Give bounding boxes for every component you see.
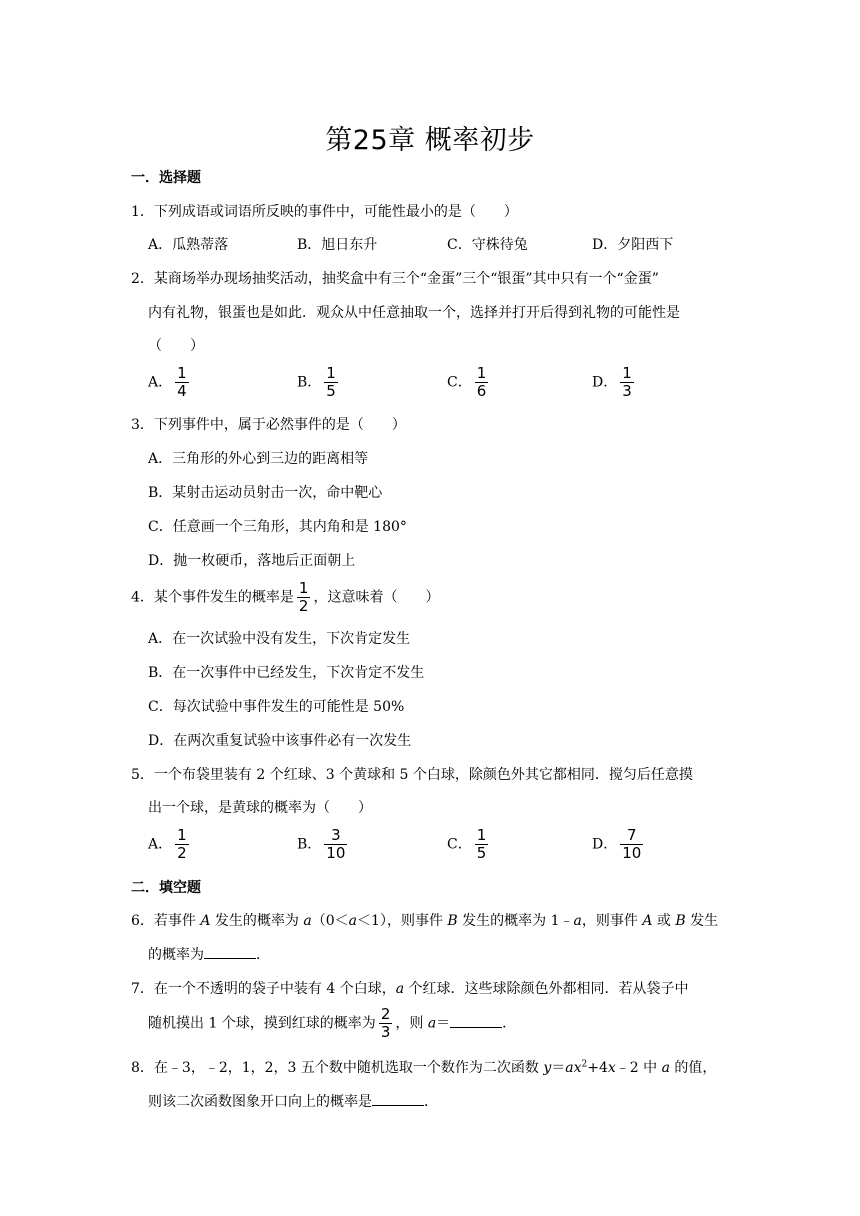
- page-title: 第25章 概率初步: [325, 125, 535, 156]
- fraction: $\frac{1}{2}$: [177, 826, 187, 862]
- question-5-stem-line1: 5．一个布袋里装有 2 个红球、3 个黄球和 5 个白球，除颜色外其它都相同．搅匀后任意摸: [131, 767, 693, 783]
- q5-option-d: [592, 827, 646, 862]
- q1-option-a: A．瓜熟蒂落: [148, 237, 229, 253]
- q2-option-d: [592, 365, 637, 400]
- fraction: $\frac{1}{4}$: [177, 364, 187, 400]
- question-4-stem: 4．某个事件发生的概率是 $\frac{1}{2}$ ，这意味着（ ）: [131, 579, 440, 615]
- q4-option-a: A．在一次试验中没有发生，下次肯定发生: [148, 631, 411, 647]
- question-2-stem-line3: （ ）: [148, 338, 204, 354]
- question-6-line1: 6．若事件 A 发生的概率为 a（0＜a＜1），则事件 B 发生的概率为 1﹣a，则事件 A 或 B 发生: [131, 913, 719, 929]
- option-label: A．: [148, 374, 173, 391]
- q3-option-d: D．抛一枚硬币，落地后正面朝上: [148, 553, 356, 569]
- question-8-line1: 8．在﹣3，﹣2，1，2，3 五个数中随机选取一个数作为二次函数 $y=ax^2+4x﹣2$ 中 a 的值，: [131, 1059, 717, 1076]
- q5-option-a: [148, 827, 192, 862]
- q2-option-c: [447, 365, 491, 400]
- q3-option-c: C．任意画一个三角形，其内角和是 180°: [148, 519, 407, 535]
- answer-blank: [204, 946, 256, 959]
- option-label: D．: [592, 836, 618, 853]
- q2-option-a: [148, 365, 192, 400]
- fraction: $\frac{1}{3}$: [622, 364, 632, 400]
- option-label: B．: [297, 374, 322, 391]
- fraction: $\frac{7}{10}$: [622, 826, 642, 862]
- q1-option-d: D．夕阳西下: [592, 237, 674, 253]
- option-label: C．: [447, 374, 472, 391]
- fraction: $\frac{1}{5}$: [476, 826, 487, 862]
- fraction: $\frac{1}{6}$: [476, 364, 487, 400]
- question-5-stem-line2: 出一个球，是黄球的概率为（ ）: [148, 800, 372, 816]
- q1-option-c: C．守株待兔: [447, 237, 528, 253]
- q2-option-b: [297, 365, 341, 400]
- question-8-line2: 则该二次函数图象开口向上的概率是 ．: [148, 1094, 438, 1110]
- answer-blank: [450, 1015, 502, 1028]
- option-label: A．: [148, 836, 173, 853]
- answer-blank: [372, 1093, 424, 1106]
- q4-option-d: D．在两次重复试验中该事件必有一次发生: [148, 733, 412, 749]
- question-6-line2: 的概率为 ．: [148, 947, 270, 963]
- fraction: $\frac{1}{5}$: [326, 364, 336, 400]
- fraction: $\frac{1}{2}$: [298, 579, 309, 615]
- fraction: $\frac{3}{10}$: [326, 826, 346, 862]
- q5-option-b: [297, 827, 350, 862]
- option-label: D．: [592, 374, 618, 391]
- question-3-stem: 3．下列事件中，属于必然事件的是（ ）: [131, 417, 406, 433]
- q3-option-b: B．某射击运动员射击一次，命中靶心: [148, 485, 383, 501]
- section-heading-fill: 二．填空题: [131, 880, 201, 896]
- option-label: C．: [447, 836, 472, 853]
- question-1-stem: 1．下列成语或词语所反映的事件中，可能性最小的是（ ）: [131, 204, 518, 220]
- q4-option-b: B．在一次事件中已经发生，下次肯定不发生: [148, 665, 425, 681]
- question-2-stem-line2: 内有礼物，银蛋也是如此．观众从中任意抽取一个，选择并打开后得到礼物的可能性是: [148, 305, 680, 321]
- fraction: $\frac{2}{3}$: [380, 1005, 391, 1041]
- question-7-line2: 随机摸出 1 个球，摸到红球的概率为 $\frac{2}{3}$ ，则 a＝ ．: [148, 1005, 517, 1041]
- q5-option-c: [447, 827, 491, 862]
- option-label: B．: [297, 836, 322, 853]
- q1-option-b: B．旭日东升: [297, 237, 378, 253]
- question-2-stem-line1: 2．某商场举办现场抽奖活动，抽奖盒中有三个“金蛋”三个“银蛋”其中只有一个“金蛋”: [131, 271, 659, 287]
- q4-option-c: C．每次试验中事件发生的可能性是 50%: [148, 699, 405, 715]
- q3-option-a: A．三角形的外心到三边的距离相等: [148, 451, 369, 467]
- section-heading-choice: 一．选择题: [131, 170, 201, 186]
- question-7-line1: 7．在一个不透明的袋子中装有 4 个白球，a 个红球．这些球除颜色外都相同．若从袋子中: [131, 981, 689, 997]
